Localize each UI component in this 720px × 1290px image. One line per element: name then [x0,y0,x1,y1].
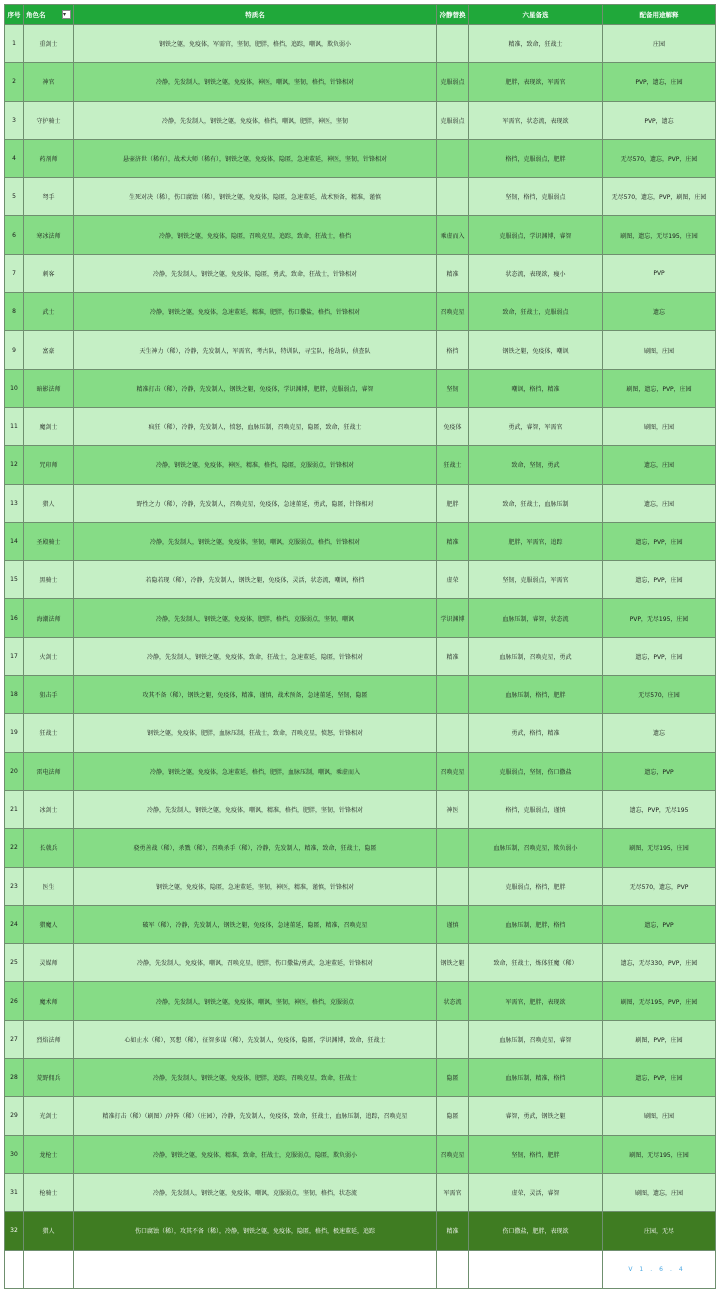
table-row [5,101,716,139]
cell-swap[interactable]: 谨慎 [437,905,469,943]
cell-index[interactable]: 17 [5,637,24,675]
cell-index[interactable]: 23 [5,867,24,905]
cell-traits[interactable]: 冷静，先发制人，钢铁之躯，免疫体，嘲讽，克服弱点，坚韧，格挡，状态流 [74,1173,437,1211]
cell-swap[interactable] [437,867,469,905]
cell-build[interactable]: 无尽570，遗忘，PVP，庄园 [603,139,716,177]
cell-traits[interactable]: 冷静，先发制人，钢铁之躯，免疫体，致命，狂战士，急速董延，隐匿，针锋相对 [74,637,437,675]
cell-role-name[interactable]: 海潮法师 [24,599,74,637]
cell-traits[interactable]: 冷静，先发制人，钢铁之躯，免疫体，嘲讽，坚韧，神医，格挡，克服弱点 [74,982,437,1020]
cell-build[interactable]: 刷图，PVP，庄园 [603,1020,716,1058]
table-row [5,1173,716,1211]
cell-six-star[interactable]: 坚韧，格挡，肥胖 [469,1135,603,1173]
header-traits: 特质名 [74,5,437,25]
table-row [5,676,716,714]
cell-build[interactable]: 遗忘，PVP，庄园 [603,637,716,675]
table-row [5,178,716,216]
cell-six-star[interactable]: 克服弱点，坚韧，伤口撒盐 [469,752,603,790]
cell-role-name[interactable]: 重剑士 [24,25,74,63]
cell-six-star[interactable]: 血脉压制，睿智，状态流 [469,599,603,637]
cell-index[interactable]: 31 [5,1173,24,1211]
cell-six-star[interactable]: 勇武，睿智，军需官 [469,407,603,445]
cell-role-name[interactable]: 刺客 [24,254,74,292]
cell-traits[interactable]: 心如止水（稀），冥想（稀），征智多谋（稀），先发制人，免疫体，隐匿，学识渊博，致命，狂战士 [74,1020,437,1058]
cell-role-name[interactable]: 猎魔人 [24,905,74,943]
table-row [5,1059,716,1097]
cell-swap[interactable]: 格挡 [437,331,469,369]
cell-role-name[interactable]: 圣殿骑士 [24,522,74,560]
cell-swap[interactable]: 精准 [437,522,469,560]
table-row [5,139,716,177]
cell-swap[interactable]: 神医 [437,790,469,828]
cell-build[interactable]: 无尽570，遗忘，PVP，刷图，庄园 [603,178,716,216]
cell-traits[interactable]: 天生神力（稀），冷静，先发制人，军需官，考古队，特训队，寻宝队，抢劫队，侦查队 [74,331,437,369]
cell-build[interactable]: 遗忘 [603,293,716,331]
traits-table [4,4,716,1289]
cell-swap[interactable]: 状态流 [437,982,469,1020]
header-role-name-label: 角色名 [26,11,46,19]
header-build: 配备用途解释 [603,5,716,25]
cell-role-name[interactable]: 暗影法师 [24,369,74,407]
table-row [5,331,716,369]
header-six-star: 六星备选 [469,5,603,25]
cell-build[interactable]: 遗忘，PVP，庄园 [603,561,716,599]
cell-build[interactable]: 遗忘，庄园 [603,484,716,522]
cell-index[interactable]: 30 [5,1135,24,1173]
cell-six-star[interactable]: 致命，坚韧，勇武 [469,446,603,484]
table-row [5,1212,716,1250]
cell-index[interactable]: 2 [5,63,24,101]
cell-six-star[interactable]: 格挡，克服弱点，谨慎 [469,790,603,828]
table-row [5,369,716,407]
table-row [5,714,716,752]
cell-six-star[interactable]: 肥胖，表现欲，军需官 [469,63,603,101]
table-row [5,254,716,292]
footer-cell [74,1250,437,1288]
cell-build[interactable]: PVP，无尽195，庄园 [603,599,716,637]
table-row [5,982,716,1020]
cell-swap[interactable]: 军需官 [437,1173,469,1211]
cell-six-star[interactable]: 肥胖，军需官，追踪 [469,522,603,560]
cell-role-name[interactable]: 猎人 [24,1212,74,1250]
table-row [5,944,716,982]
cell-role-name[interactable]: 弩手 [24,178,74,216]
cell-build[interactable]: 刷图，无尽195，庄园 [603,1135,716,1173]
table-row [5,1020,716,1058]
cell-role-name[interactable]: 烈焰法师 [24,1020,74,1058]
cell-six-star[interactable]: 虚荣，灵活，睿智 [469,1173,603,1211]
cell-index[interactable]: 8 [5,293,24,331]
cell-role-name[interactable]: 雷电法师 [24,752,74,790]
cell-role-name[interactable]: 神官 [24,63,74,101]
cell-swap[interactable] [437,25,469,63]
cell-traits[interactable]: 冷静，钢铁之躯，免疫体，急速董延，精准，肥胖，伤口撒盐，格挡，针锋相对 [74,293,437,331]
cell-traits[interactable]: 冷静，先发制人，钢铁之躯，免疫体，肥胖，追踪，召唤克星，致命，狂战士 [74,1059,437,1097]
cell-role-name[interactable]: 火剑士 [24,637,74,675]
cell-role-name[interactable]: 狙击手 [24,676,74,714]
cell-swap[interactable]: 免疫体 [437,407,469,445]
cell-traits[interactable]: 生死对决（稀），伤口腐蚀（稀），钢铁之躯，免疫体，隐匿，急速董延，战术预备，精准，谨慎 [74,178,437,216]
cell-index[interactable]: 12 [5,446,24,484]
cell-build[interactable]: 刷图，遗忘，庄园 [603,1173,716,1211]
cell-traits[interactable]: 骁勇善战（稀），杀戮（稀），召唤杀手（稀），冷静，先发制人，精准，致命，狂战士，隐匿 [74,829,437,867]
table-row [5,1097,716,1135]
cell-role-name[interactable]: 武士 [24,293,74,331]
cell-index[interactable]: 3 [5,101,24,139]
cell-six-star[interactable]: 克服弱点，学识渊博，睿智 [469,216,603,254]
cell-build[interactable]: 刷图，庄园 [603,407,716,445]
cell-swap[interactable] [437,178,469,216]
cell-swap[interactable]: 克服弱点 [437,63,469,101]
cell-role-name[interactable]: 富豪 [24,331,74,369]
cell-index[interactable]: 13 [5,484,24,522]
cell-six-star[interactable]: 睿智，勇武，钢铁之躯 [469,1097,603,1135]
table-row [5,1135,716,1173]
cell-traits[interactable]: 冷静，先发制人，钢铁之躯，免疫体，格挡，嘲讽，肥胖，神医，坚韧 [74,101,437,139]
cell-role-name[interactable]: 枪骑士 [24,1173,74,1211]
cell-build[interactable]: 刷图，遗忘，无尽195，庄园 [603,216,716,254]
version-label: V1.6.4 [603,1250,716,1288]
cell-traits[interactable]: 精准打击（稀），冷静，先发制人，钢铁之躯，免疫体，学识渊博，肥胖，克服弱点，睿智 [74,369,437,407]
header-swap: 冷静替换 [437,5,469,25]
cell-traits[interactable]: 冷静，先发制人，钢铁之躯，免疫体，肥胖，格挡，克服弱点，坚韧，嘲讽 [74,599,437,637]
table-row [5,599,716,637]
cell-build[interactable]: 遗忘，庄园 [603,446,716,484]
cell-index[interactable]: 11 [5,407,24,445]
cell-traits[interactable]: 伤口腐蚀（稀），攻其不备（稀），冷静，钢铁之躯，免疫体，隐匿，格挡，极速董延，追踪 [74,1212,437,1250]
cell-index[interactable]: 26 [5,982,24,1020]
cell-role-name[interactable]: 医生 [24,867,74,905]
cell-six-star[interactable]: 钢铁之躯，免疫体，嘲讽 [469,331,603,369]
cell-index[interactable]: 4 [5,139,24,177]
cell-swap[interactable] [437,1020,469,1058]
cell-role-name[interactable]: 寒冰法师 [24,216,74,254]
cell-build[interactable]: PVP [603,254,716,292]
cell-six-star[interactable]: 致命，狂战士，克服弱点 [469,293,603,331]
table-row [5,63,716,101]
cell-role-name[interactable]: 狂战士 [24,714,74,752]
cell-index[interactable]: 24 [5,905,24,943]
cell-index[interactable]: 14 [5,522,24,560]
cell-six-star[interactable]: 嘲讽，格挡，精准 [469,369,603,407]
table-body [5,25,716,1251]
cell-six-star[interactable]: 精准，致命，狂战士 [469,25,603,63]
cell-index[interactable]: 29 [5,1097,24,1135]
cell-traits[interactable]: 冷静，先发制人，免疫体，嘲讽，召唤克星，肥胖，伤口撒盐/勇武，急速董延，针锋相对 [74,944,437,982]
cell-index[interactable]: 10 [5,369,24,407]
cell-build[interactable]: PVP，遗忘，庄园 [603,63,716,101]
cell-build[interactable]: 刷图，无尽195，庄园 [603,829,716,867]
cell-swap[interactable]: 精准 [437,254,469,292]
cell-index[interactable]: 6 [5,216,24,254]
cell-build[interactable]: 刷图，庄园 [603,1097,716,1135]
cell-swap[interactable]: 虚荣 [437,561,469,599]
cell-six-star[interactable]: 致命，狂战士，炼体狂魔（稀） [469,944,603,982]
table-row [5,752,716,790]
cell-build[interactable]: 遗忘，PVP，庄园 [603,522,716,560]
cell-six-star[interactable]: 血脉压制，精准，格挡 [469,1059,603,1097]
footer-cell [5,1250,24,1288]
cell-index[interactable]: 5 [5,178,24,216]
cell-six-star[interactable]: 坚韧，格挡，克服弱点 [469,178,603,216]
table-row [5,446,716,484]
cell-role-name[interactable]: 药剂师 [24,139,74,177]
cell-traits[interactable]: 攻其不备（稀），钢铁之躯，免疫体，精准，谨慎，战术预备，急速董延，坚韧，隐匿 [74,676,437,714]
cell-role-name[interactable]: 长戟兵 [24,829,74,867]
cell-traits[interactable]: 钢铁之躯，免疫体，隐匿，急速董延，坚韧，神医，精准，谨慎，针锋相对 [74,867,437,905]
cell-traits[interactable]: 冷静，先发制人，钢铁之躯，免疫体，神医，嘲讽，坚韧，格挡，针锋相对 [74,63,437,101]
cell-swap[interactable]: 坚韧 [437,369,469,407]
cell-traits[interactable]: 悬壶济世（稀有），战术大师（稀有），钢铁之躯，免疫体，隐匿，急速董延，神医，坚韧，针锋相对 [74,139,437,177]
cell-swap[interactable]: 精准 [437,637,469,675]
cell-traits[interactable]: 野性之力（稀），冷静，先发制人，召唤克星，免疫体，急速董延，勇武，隐匿，针锋相对 [74,484,437,522]
cell-build[interactable]: 庄园，无尽 [603,1212,716,1250]
table-row [5,637,716,675]
cell-role-name[interactable]: 咒印师 [24,446,74,484]
cell-six-star[interactable]: 血脉压制，召唤克星，睿智 [469,1020,603,1058]
cell-traits[interactable]: 疯狂（稀），冷静，先发制人，愤怒，血脉压制，召唤克星，隐匿，致命，狂战士 [74,407,437,445]
cell-six-star[interactable]: 状态流，表现欲，瘦小 [469,254,603,292]
header-role-name [24,5,74,25]
cell-traits[interactable]: 冷静，先发制人，钢铁之躯，免疫体，嘲讽，精准，格挡，肥胖，坚韧，针锋相对 [74,790,437,828]
cell-traits[interactable]: 若隐若现（稀），冷静，先发制人，钢铁之躯，免疫体，灵活，状态流，嘲讽，格挡 [74,561,437,599]
cell-build[interactable]: 无尽570，庄园 [603,676,716,714]
cell-build[interactable]: 遗忘 [603,714,716,752]
cell-swap[interactable] [437,714,469,752]
cell-six-star[interactable]: 坚韧，克服弱点，军需官 [469,561,603,599]
cell-index[interactable]: 7 [5,254,24,292]
cell-swap[interactable]: 克服弱点 [437,101,469,139]
cell-six-star[interactable]: 血脉压制，肥胖，格挡 [469,905,603,943]
cell-index[interactable]: 32 [5,1212,24,1250]
footer-row [5,1250,716,1288]
cell-six-star[interactable]: 血脉压制，格挡，肥胖 [469,676,603,714]
cell-build[interactable]: 无尽570，遗忘，PVP [603,867,716,905]
cell-role-name[interactable]: 冰剑士 [24,790,74,828]
cell-six-star[interactable]: 军需官，肥胖，表现欲 [469,982,603,1020]
table-row [5,905,716,943]
header-row [5,5,716,25]
cell-index[interactable]: 21 [5,790,24,828]
cell-traits[interactable]: 冷静，钢铁之躯，免疫体，神医，精准，格挡，隐匿，克服弱点，针锋相对 [74,446,437,484]
cell-swap[interactable]: 乘虚而入 [437,216,469,254]
cell-traits[interactable]: 冷静，钢铁之躯，免疫体，精准，致命，狂战士，克服弱点，隐匿，欺负弱小 [74,1135,437,1173]
cell-six-star[interactable]: 致命，狂战士，血脉压制 [469,484,603,522]
cell-role-name[interactable]: 猎人 [24,484,74,522]
cell-build[interactable]: 遗忘，PVP，无尽195 [603,790,716,828]
cell-index[interactable]: 27 [5,1020,24,1058]
cell-build[interactable]: 遗忘，PVP，庄园 [603,1059,716,1097]
cell-swap[interactable]: 隐匿 [437,1097,469,1135]
table-row [5,293,716,331]
cell-role-name[interactable]: 魔术师 [24,982,74,1020]
table-row [5,216,716,254]
cell-traits[interactable]: 破军（稀），冷静，先发制人，钢铁之躯，免疫体，急速董延，隐匿，精准，召唤克星 [74,905,437,943]
cell-index[interactable]: 19 [5,714,24,752]
cell-build[interactable]: 遗忘，PVP [603,905,716,943]
cell-swap[interactable]: 精准 [437,1212,469,1250]
cell-traits[interactable]: 冷静，钢铁之躯，免疫体，隐匿，召唤克星，追踪，致命，狂战士，格挡 [74,216,437,254]
table-row [5,561,716,599]
cell-swap[interactable]: 学识渊博 [437,599,469,637]
cell-six-star[interactable]: 军需官，状态流，表现欲 [469,101,603,139]
cell-swap[interactable]: 狂战士 [437,446,469,484]
cell-traits[interactable]: 精准打击（稀）（刷图）/冲阵（稀）（庄园），冷静，先发制人，免疫体，致命，狂战士，血脉压制，追踪，召唤克星 [74,1097,437,1135]
header-index: 序号 [5,5,24,25]
cell-swap[interactable]: 隐匿 [437,1059,469,1097]
cell-traits[interactable]: 冷静，钢铁之躯，免疫体，急速董延，格挡，肥胖，血脉压制，嘲讽，乘虚而入 [74,752,437,790]
footer-cell [437,1250,469,1288]
footer-cell [469,1250,603,1288]
cell-index[interactable]: 9 [5,331,24,369]
cell-swap[interactable]: 召唤克星 [437,1135,469,1173]
table-row [5,522,716,560]
cell-swap[interactable] [437,139,469,177]
cell-role-name[interactable]: 龙枪士 [24,1135,74,1173]
table-row [5,867,716,905]
cell-index[interactable]: 22 [5,829,24,867]
cell-six-star[interactable]: 伤口撒盐，肥胖，表现欲 [469,1212,603,1250]
cell-index[interactable]: 20 [5,752,24,790]
cell-index[interactable]: 28 [5,1059,24,1097]
cell-role-name[interactable]: 魔剑士 [24,407,74,445]
cell-six-star[interactable]: 血脉压制，召唤克星，勇武 [469,637,603,675]
cell-index[interactable]: 1 [5,25,24,63]
table-row [5,484,716,522]
cell-role-name[interactable]: 守护骑士 [24,101,74,139]
cell-traits[interactable]: 钢铁之躯，免疫体，肥胖，血脉压制，狂战士，致命，召唤克星，愤怒，针锋相对 [74,714,437,752]
cell-six-star[interactable]: 格挡，克服弱点，肥胖 [469,139,603,177]
cell-role-name[interactable]: 灵媒师 [24,944,74,982]
cell-build[interactable]: 刷图，无尽195，PVP，庄园 [603,982,716,1020]
cell-six-star[interactable]: 勇武，格挡，精准 [469,714,603,752]
cell-swap[interactable]: 肥胖 [437,484,469,522]
cell-traits[interactable]: 冷静，先发制人，钢铁之躯，免疫体，隐匿，勇武，致命，狂战士，针锋相对 [74,254,437,292]
cell-build[interactable]: PVP，遗忘 [603,101,716,139]
table-row [5,25,716,63]
cell-index[interactable]: 15 [5,561,24,599]
cell-six-star[interactable]: 血脉压制，召唤克星，欺负弱小 [469,829,603,867]
footer-cell [24,1250,74,1288]
cell-swap[interactable]: 召唤克星 [437,752,469,790]
cell-build[interactable]: 庄园 [603,25,716,63]
cell-swap[interactable] [437,676,469,714]
cell-index[interactable]: 18 [5,676,24,714]
cell-build[interactable]: 遗忘，PVP [603,752,716,790]
cell-swap[interactable]: 钢铁之躯 [437,944,469,982]
table-row [5,407,716,445]
cell-index[interactable]: 16 [5,599,24,637]
cell-traits[interactable]: 冷静，先发制人，钢铁之躯，免疫体，坚韧，嘲讽，克服弱点，格挡，针锋相对 [74,522,437,560]
cell-build[interactable]: 刷图，庄园 [603,331,716,369]
cell-build[interactable]: 遗忘，无尽330，PVP，庄园 [603,944,716,982]
cell-index[interactable]: 25 [5,944,24,982]
filter-dropdown-icon[interactable]: ▾ [62,10,71,19]
cell-traits[interactable]: 钢铁之躯，免疫体，军需官，坚韧，肥胖，格挡，追踪，嘲讽，欺负弱小 [74,25,437,63]
cell-role-name[interactable]: 荒野佣兵 [24,1059,74,1097]
cell-swap[interactable]: 召唤克星 [437,293,469,331]
cell-six-star[interactable]: 克服弱点，格挡，肥胖 [469,867,603,905]
cell-role-name[interactable]: 黑骑士 [24,561,74,599]
cell-role-name[interactable]: 光剑士 [24,1097,74,1135]
table-row [5,829,716,867]
table-row [5,790,716,828]
cell-build[interactable]: 刷图，遗忘，PVP，庄园 [603,369,716,407]
cell-swap[interactable] [437,829,469,867]
